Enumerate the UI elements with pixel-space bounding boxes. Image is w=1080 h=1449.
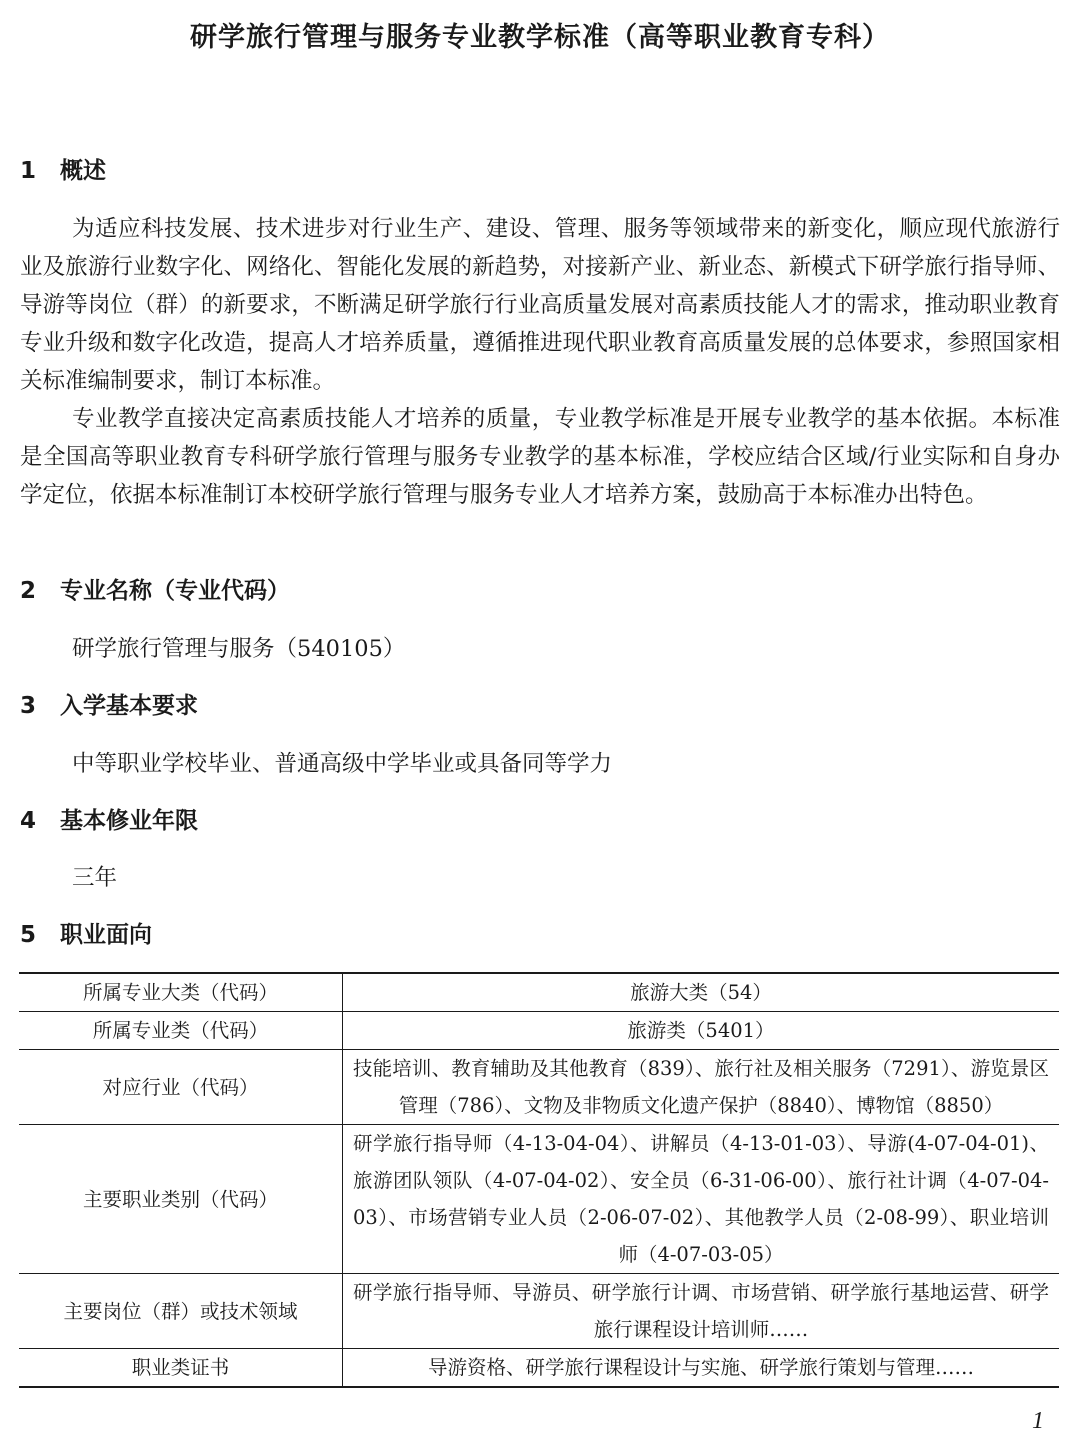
table-row-value: 研学旅行指导师（4-13-04-04）、讲解员（4-13-01-03）、导游(4-07-04-01)、旅游团队领队（4-07-04-02）、安全员（6-31-06-00）、旅行社计调（4-07-04-03）、市场营销专业人员（2-06-07-02）、其他教学人员（2-08-99）、职业培训师（4-07-03-05） [343,1125,1060,1274]
table-row-label: 对应行业（代码） [19,1050,343,1125]
table-row-label: 职业类证书 [19,1349,343,1388]
table-row-value: 旅游类（5401） [343,1012,1060,1050]
admission-requirement-text: 中等职业学校毕业、普通高级中学毕业或具备同等学力 [72,751,613,777]
section-heading-2 [20,574,290,608]
table-row-label: 主要岗位（群）或技术领域 [19,1274,343,1349]
table-row-value: 导游资格、研学旅行课程设计与实施、研学旅行策划与管理…… [343,1349,1060,1388]
table-row-label: 主要职业类别（代码） [19,1125,343,1274]
section-heading-5 [20,918,152,952]
table-row-value: 研学旅行指导师、导游员、研学旅行计调、市场营销、研学旅行基地运营、研学旅行课程设计培训师…… [343,1274,1060,1349]
overview-paragraph-1: 为适应科技发展、技术进步对行业生产、建设、管理、服务等领域带来的新变化，顺应现代旅游行业及旅游行业数字化、网络化、智能化发展的新趋势，对接新产业、新业态、新模式下研学旅行指导师、导游等岗位（群）的新要求，不断满足研学旅行行业高质量发展对高素质技能人才的需求，推动职业教育专业升级和数字化改造，提高人才培养质量，遵循推进现代职业教育高质量发展的总体要求，参照国家相关标准编制要求，制订本标准。 [20,216,1060,394]
section-title: 概述 [60,158,106,184]
section-number: 3 [20,693,37,719]
section-heading-4 [20,804,198,838]
table-row-label: 所属专业大类（代码） [19,973,343,1012]
career-orientation-table [19,972,1059,1388]
section-title: 职业面向 [60,922,152,948]
section-heading-1 [20,154,106,188]
table-row [19,1274,1059,1349]
section-title: 基本修业年限 [60,808,198,834]
table-row [19,1012,1059,1050]
table-row [19,1125,1059,1274]
document-title: 研学旅行管理与服务专业教学标准（高等职业教育专科） [190,22,890,53]
section-number: 2 [20,578,37,604]
section-number: 4 [20,808,37,834]
section-heading-3 [20,689,198,723]
section-number: 1 [20,158,37,184]
overview-paragraph-2: 专业教学直接决定高素质技能人才培养的质量，专业教学标准是开展专业教学的基本依据。本标准是全国高等职业教育专科研学旅行管理与服务专业教学的基本标准，学校应结合区域/行业实际和自身办学定位，依据本标准制订本校研学旅行管理与服务专业人才培养方案，鼓励高于本标准办出特色。 [20,406,1060,508]
table-row-value: 技能培训、教育辅助及其他教育（839）、旅行社及相关服务（7291）、游览景区管理（786）、文物及非物质文化遗产保护（8840）、博物馆（8850） [343,1050,1060,1125]
table-row-value: 旅游大类（54） [630,981,772,1004]
study-duration-text: 三年 [72,865,118,891]
table-row [19,973,1059,1012]
section-number: 5 [20,922,37,948]
table-row [19,1050,1059,1125]
page-number: 1 [1032,1408,1044,1434]
table-row [19,1349,1059,1388]
table-row-label: 所属专业类（代码） [19,1012,343,1050]
section-title: 专业名称（专业代码） [60,578,290,604]
major-name-text: 研学旅行管理与服务（540105） [72,636,406,662]
section-title: 入学基本要求 [60,693,198,719]
